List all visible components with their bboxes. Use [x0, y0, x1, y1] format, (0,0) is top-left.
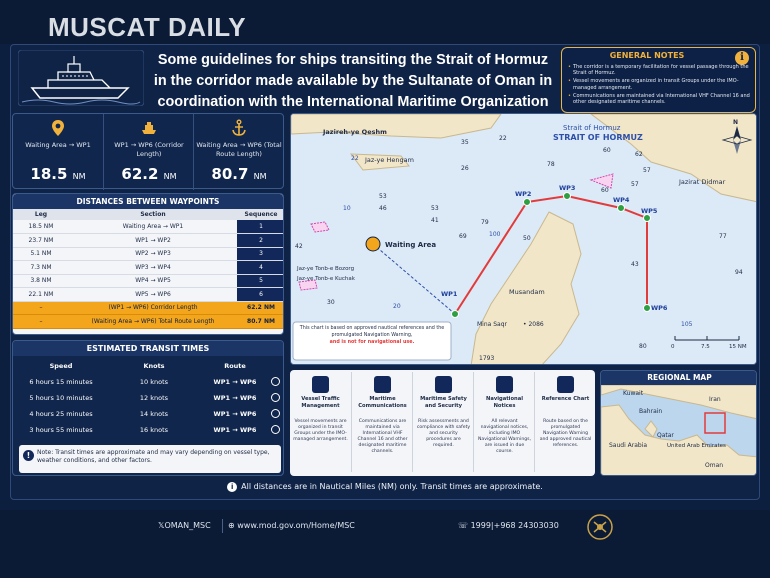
strait-name-en: Strait of Hormuz	[563, 124, 621, 132]
regional-map-svg	[601, 385, 757, 476]
x-logo-icon: 𝕏	[158, 521, 165, 530]
table-header-row	[13, 209, 284, 220]
country-label: United Arab Emirates	[667, 443, 726, 449]
svg-text:30: 30	[327, 299, 335, 306]
transit-note-text: Note: Transit times are approximate and may vary depending on vessel type, weather conditions, and other factors.	[37, 449, 270, 464]
column-header: Speed	[49, 362, 73, 370]
strait-chart	[290, 113, 757, 365]
column-header: Sequence	[237, 209, 284, 220]
svg-text:41: 41	[431, 217, 439, 224]
svg-text:94: 94	[735, 269, 743, 276]
leg-cell: 23.7 NM	[13, 234, 69, 248]
info-icon: i	[227, 482, 237, 492]
stat-value: 80.7 NM	[211, 165, 267, 183]
leg-cell: –	[13, 301, 69, 315]
place-label: Jazireh-ye Qeshm	[323, 128, 387, 136]
card-body: Communications are maintained via International VHF Channel 16 and other designated maritime channels.	[357, 419, 408, 454]
waypoint-label: WP6	[651, 304, 668, 312]
card-body: Route based on the promulgated Navigation Warning and approved nautical references.	[539, 419, 592, 448]
time-cell: 4 hours 25 minutes	[29, 410, 93, 418]
card-title: Navigational Notices	[485, 396, 523, 409]
table-row	[13, 422, 285, 438]
table-row	[13, 288, 284, 302]
transit-title: ESTIMATED TRANSIT TIMES	[13, 341, 283, 356]
scale-tick: 15 NM	[729, 344, 747, 350]
place-label: Jaz-ye Hengam	[365, 156, 414, 164]
country-label: Bahrain	[639, 408, 663, 415]
sequence-cell: 2	[237, 234, 284, 248]
knots-cell: 12 knots	[139, 394, 169, 402]
waypoint-label: WP5	[641, 207, 658, 215]
svg-text:1793: 1793	[479, 355, 495, 362]
svg-text:100: 100	[489, 231, 501, 238]
waiting-area-label: Waiting Area	[385, 241, 437, 249]
leg-cell: 5.1 NM	[13, 247, 69, 261]
stat-corridor-length	[103, 114, 193, 190]
leg-cell: 22.1 NM	[13, 288, 69, 302]
stat-value: 62.2 NM	[121, 165, 177, 183]
table-row	[13, 261, 284, 275]
website-link[interactable]: ⊕ www.mod.gov.om/Home/MSC	[228, 521, 355, 530]
time-cell: 6 hours 15 minutes	[29, 378, 93, 386]
waypoint-marker	[524, 199, 531, 206]
waypoint-label: WP3	[559, 184, 576, 192]
strait-chart-svg	[291, 114, 757, 365]
card-notices	[473, 372, 534, 472]
svg-text:57: 57	[631, 181, 639, 188]
anchor-icon	[230, 119, 248, 137]
column-header: Route	[224, 362, 246, 370]
brand-logo: MUSCAT DAILY	[48, 12, 247, 42]
section-cell: WP3 → WP4	[69, 261, 237, 275]
svg-text:57: 57	[643, 167, 651, 174]
country-label: Kuwait	[623, 390, 644, 397]
shield-icon	[435, 376, 452, 393]
svg-text:42: 42	[295, 243, 303, 250]
waypoint-marker	[644, 305, 651, 312]
table-row	[13, 234, 284, 248]
stat-label: Waiting Area → WP1	[25, 141, 91, 149]
column-header: Knots	[143, 362, 165, 370]
general-note-item: • Vessel movements are organized in transit Groups under the IMO-managed arrangement.	[568, 78, 750, 90]
svg-text:26: 26	[461, 165, 469, 172]
table-header-row	[13, 358, 285, 374]
svg-text:77: 77	[719, 233, 727, 240]
table-row	[13, 247, 284, 261]
country-label: Oman	[705, 462, 724, 469]
leg-cell: 18.5 NM	[13, 220, 69, 234]
divider	[222, 519, 223, 533]
section-cell: WP1 → WP2	[69, 234, 237, 248]
svg-text:50: 50	[523, 235, 531, 242]
sequence-cell: 3	[237, 247, 284, 261]
stat-total-route	[193, 114, 283, 190]
vts-tower-icon	[312, 376, 329, 393]
place-label: Jaz-ye Tonb-e Bozorg	[297, 266, 355, 272]
footer-bar	[0, 510, 770, 578]
disclaimer-warning: and is not for navigational use.	[329, 339, 415, 345]
total-cell: 80.7 NM	[237, 315, 284, 329]
leg-cell: –	[13, 315, 69, 329]
radio-icon	[374, 376, 391, 393]
svg-text:60: 60	[603, 147, 611, 154]
svg-text:53: 53	[379, 193, 387, 200]
alert-icon: !	[23, 450, 34, 461]
sequence-cell: 4	[237, 261, 284, 275]
clock-icon	[271, 393, 280, 402]
scale-tick: 7.5	[701, 344, 710, 350]
svg-text:60: 60	[601, 187, 609, 194]
card-communications	[351, 372, 412, 472]
distances-table-panel	[12, 193, 284, 335]
section-cell: (WP1 → WP6) Corridor Length	[69, 301, 237, 315]
transit-note	[19, 445, 281, 473]
distances-title: DISTANCES BETWEEN WAYPOINTS	[13, 194, 283, 209]
sequence-cell: 6	[237, 288, 284, 302]
info-icon: i	[735, 51, 749, 65]
transit-times-panel	[12, 340, 284, 476]
place-label: Mina Saqr	[477, 321, 507, 328]
general-notes-box	[561, 47, 756, 113]
clock-icon	[271, 425, 280, 434]
place-label: Jazirat Didmar	[679, 178, 726, 186]
route-cell: WP1 → WP6	[213, 410, 257, 418]
phone-icon: ☏	[458, 521, 469, 530]
svg-text:78: 78	[547, 161, 555, 168]
waypoint-marker	[618, 205, 625, 212]
country-label: Iran	[709, 396, 721, 403]
clock-icon	[271, 377, 280, 386]
knots-cell: 16 knots	[139, 426, 169, 434]
column-header: Leg	[13, 209, 69, 220]
section-cell: Waiting Area → WP1	[69, 220, 237, 234]
svg-text:62: 62	[635, 151, 643, 158]
general-note-item: • The corridor is a temporary facilitation for vessel passage through the Strait of Hormuz.	[568, 64, 750, 76]
svg-text:N: N	[733, 119, 739, 126]
general-notes-title: GENERAL NOTES	[609, 51, 685, 60]
section-cell: WP2 → WP3	[69, 247, 237, 261]
stat-waiting-to-wp1	[13, 114, 103, 190]
card-title: Maritime Communications	[358, 396, 407, 409]
waypoint-label: WP4	[613, 196, 630, 204]
sequence-cell: 1	[237, 220, 284, 234]
map-pin-icon	[49, 119, 67, 137]
footnote	[0, 482, 770, 492]
section-cell: WP5 → WP6	[69, 288, 237, 302]
route-cell: WP1 → WP6	[213, 426, 257, 434]
distances-table	[13, 209, 284, 329]
svg-text:20: 20	[393, 303, 401, 310]
table-row	[13, 390, 285, 406]
stat-label: WP1 → WP6 (Corridor Length)	[114, 141, 184, 158]
country-label: Saudi Arabia	[609, 442, 648, 449]
table-row	[13, 220, 284, 234]
clipboard-icon	[496, 376, 513, 393]
sequence-cell: 5	[237, 274, 284, 288]
waypoint-marker	[564, 193, 571, 200]
svg-text:43: 43	[631, 261, 639, 268]
globe-icon: ⊕	[228, 521, 235, 530]
corridor-length-row	[13, 301, 284, 315]
waiting-area-marker	[366, 237, 380, 251]
general-notes-list	[568, 64, 750, 107]
ship-illustration-icon	[18, 50, 144, 106]
time-cell: 5 hours 10 minutes	[29, 394, 93, 402]
svg-text:80: 80	[639, 343, 647, 350]
svg-text:46: 46	[379, 205, 387, 212]
knots-cell: 10 knots	[139, 378, 169, 386]
svg-text:69: 69	[459, 233, 467, 240]
svg-text:22: 22	[351, 155, 359, 162]
footnote-text: All distances are in Nautical Miles (NM) only. Transit times are approximate.	[241, 482, 543, 491]
place-label: Jaz-ye Tonb-e Kuchak	[297, 276, 355, 282]
route-cell: WP1 → WP6	[213, 394, 257, 402]
knots-cell: 14 knots	[139, 410, 169, 418]
svg-text:79: 79	[481, 219, 489, 226]
leg-cell: 7.3 NM	[13, 261, 69, 275]
card-body: All relevant navigational notices, including IMO Navigational Warnings, are issued in due course.	[477, 419, 532, 454]
card-body: Vessel movements are organized in transit Groups under the IMO-managed arrangement.	[293, 419, 348, 442]
leg-cell: 3.8 NM	[13, 274, 69, 288]
strait-name: STRAIT OF HORMUZ	[553, 133, 643, 142]
ship-icon	[140, 119, 158, 137]
svg-text:53: 53	[431, 205, 439, 212]
place-label: Musandam	[509, 288, 545, 296]
waypoint-marker	[644, 215, 651, 222]
guidelines-cards	[290, 370, 595, 476]
emblem-icon	[584, 512, 616, 542]
stat-value: 18.5 NM	[30, 165, 86, 183]
card-body: Risk assessments and compliance with safety and security procedures are required.	[416, 419, 471, 448]
route-stats-panel	[12, 113, 284, 189]
book-icon	[557, 376, 574, 393]
waypoint-label: WP1	[441, 290, 458, 298]
card-title: Vessel Traffic Management	[301, 396, 340, 409]
total-route-row	[13, 315, 284, 329]
phone-number[interactable]: ☏ 1999|+968 24303030	[458, 521, 559, 530]
card-reference-chart	[534, 372, 595, 472]
table-row	[13, 374, 285, 390]
route-cell: WP1 → WP6	[213, 378, 257, 386]
svg-text:35: 35	[461, 139, 469, 146]
general-note-item: • Communications are maintained via International VHF Channel 16 and other designated maritime channels.	[568, 93, 750, 105]
table-row	[13, 274, 284, 288]
waypoint-label: WP2	[515, 190, 532, 198]
country-label: Qatar	[657, 432, 674, 439]
regional-map-title: REGIONAL MAP	[601, 371, 757, 385]
disclaimer-text: This chart is based on approved nautical references and the promulgated Navigation Warning,	[299, 326, 445, 338]
total-cell: 62.2 NM	[237, 301, 284, 315]
transit-table	[13, 358, 285, 438]
column-header: Section	[69, 209, 237, 220]
scale-tick: 0	[671, 344, 675, 350]
card-title: Maritime Safety and Security	[420, 396, 467, 409]
card-vessel-traffic	[290, 372, 351, 472]
svg-text:22: 22	[499, 135, 507, 142]
social-handle[interactable]: 𝕏OMAN_MSC	[158, 521, 211, 530]
section-cell: WP4 → WP5	[69, 274, 237, 288]
card-safety	[412, 372, 473, 472]
headline: Some guidelines for ships transiting the Strait of Hormuz in the corridor made available by the Sultanate of Oman in coordination with the International Maritime Organization	[153, 52, 553, 110]
table-row	[13, 406, 285, 422]
section-cell: (Waiting Area → WP6) Total Route Length	[69, 315, 237, 329]
time-cell: 3 hours 55 minutes	[29, 426, 93, 434]
clock-icon	[271, 409, 280, 418]
regional-map	[600, 370, 757, 476]
svg-text:10: 10	[343, 205, 351, 212]
peak-label: • 2086	[523, 321, 544, 328]
stat-label: Waiting Area → WP6 (Total Route Length)	[196, 141, 282, 158]
card-title: Reference Chart	[541, 396, 590, 402]
waypoint-marker	[452, 311, 459, 318]
svg-text:105: 105	[681, 321, 693, 328]
